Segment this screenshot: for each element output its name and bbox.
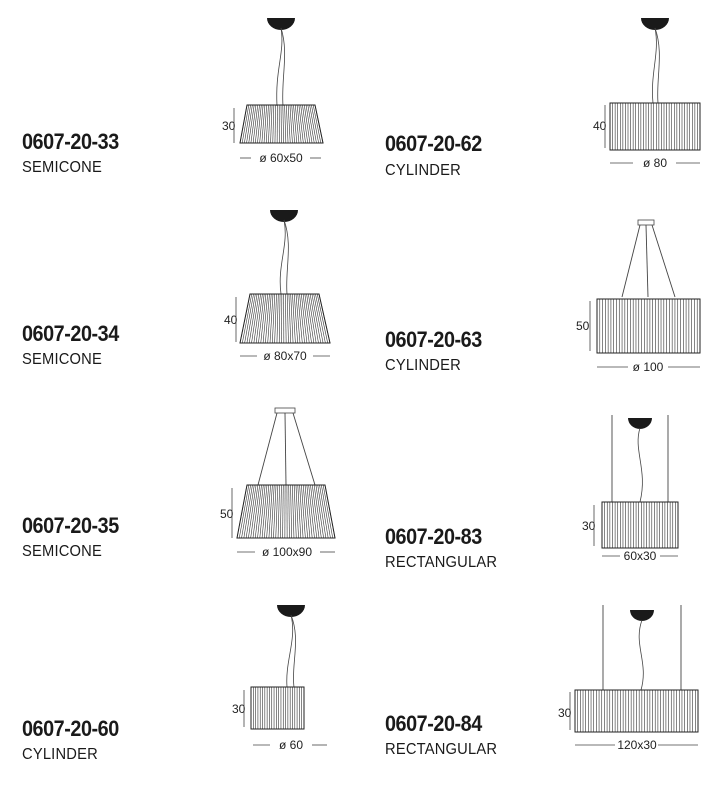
product-type: CYLINDER (22, 746, 98, 763)
shade-pleat (264, 485, 268, 538)
product-code: 0607-20-60 (22, 716, 119, 741)
shade-pleat (313, 105, 321, 143)
shade-pleat (292, 485, 294, 538)
height-label: 30 (558, 706, 572, 720)
shade-pleat (267, 485, 271, 538)
shade-pleat (252, 294, 259, 343)
size-label: ø 60 (278, 738, 304, 752)
size-label: ø 80x70 (263, 349, 307, 363)
lamp-drawing (553, 600, 713, 760)
lamp-drawing (578, 410, 698, 570)
height-label: 40 (224, 313, 238, 327)
shade-outline (602, 502, 678, 548)
suspension-cable (277, 28, 282, 106)
lamp-drawing (215, 400, 345, 570)
suspension-cable (639, 620, 643, 690)
shade-pleat (278, 485, 280, 538)
product-code: 0607-20-83 (385, 524, 482, 549)
shade-pleat (285, 105, 286, 143)
suspension-cable (638, 428, 642, 502)
shade-pleat (283, 105, 284, 143)
suspension-cable (622, 225, 640, 297)
shade-pleat (271, 105, 272, 143)
pleated-shade (240, 105, 323, 143)
product-code: 0607-20-63 (385, 327, 482, 352)
size-label: 120x30 (617, 738, 657, 752)
pleated-shade (251, 687, 304, 729)
size-label: ø 80 (642, 156, 668, 170)
shade-pleat (287, 294, 288, 343)
shade-pleat (255, 105, 259, 143)
product-type: SEMICONE (22, 351, 102, 368)
product-code: 0607-20-62 (385, 131, 482, 156)
lamp-drawing (215, 200, 345, 370)
product-code: 0607-20-84 (385, 711, 482, 736)
shade-pleat (283, 485, 284, 538)
shade-pleat (268, 105, 270, 143)
height-label: 30 (582, 519, 596, 533)
height-label: 30 (222, 119, 236, 133)
size-label: ø 100 (632, 360, 664, 374)
pleated-shade (575, 690, 698, 732)
pleated-shade (237, 485, 335, 538)
size-label: ø 100x90 (261, 545, 313, 559)
shade-pleat (301, 485, 305, 538)
product-code: 0607-20-33 (22, 129, 119, 154)
ceiling-plate-icon (275, 408, 295, 413)
height-label: 40 (593, 119, 607, 133)
shade-pleat (280, 485, 281, 538)
suspension-cable (287, 615, 293, 687)
pleated-shade (610, 103, 700, 150)
shade-pleat (289, 294, 291, 343)
lamp-drawing (588, 8, 708, 178)
size-label: ø 60x50 (259, 151, 303, 165)
product-type: SEMICONE (22, 159, 102, 176)
shade-pleat (314, 485, 321, 538)
lamp-drawing (570, 215, 710, 375)
height-label: 50 (576, 319, 590, 333)
suspension-cable (652, 28, 656, 103)
shade-pleat (297, 105, 301, 143)
product-type: CYLINDER (385, 357, 461, 374)
shade-pleat (273, 105, 274, 143)
shade-pleat (288, 105, 290, 143)
lamp-drawing (215, 8, 335, 168)
shade-outline (251, 687, 304, 729)
shade-pleat (311, 105, 318, 143)
suspension-cable (655, 28, 659, 103)
height-label: 30 (232, 702, 246, 716)
shade-pleat (285, 294, 286, 343)
pleated-shade (597, 299, 700, 353)
shade-pleat (276, 485, 278, 538)
pleated-shade (602, 502, 678, 548)
product-type: RECTANGULAR (385, 554, 498, 571)
shade-pleat (279, 294, 280, 343)
product-code: 0607-20-34 (22, 321, 119, 346)
shade-pleat (303, 485, 307, 538)
shade-pleat (289, 485, 290, 538)
suspension-cable (280, 220, 285, 294)
height-label: 50 (220, 507, 234, 521)
shade-pleat (295, 105, 299, 143)
shade-pleat (307, 294, 314, 343)
shade-pleat (294, 485, 296, 538)
lamp-drawing (215, 595, 335, 765)
shade-pleat (281, 105, 282, 143)
size-label: 60x30 (623, 549, 657, 563)
product-type: RECTANGULAR (385, 741, 498, 758)
suspension-cable (284, 220, 288, 294)
ceiling-plate-icon (638, 220, 654, 225)
suspension-cable (285, 413, 286, 485)
suspension-cable (652, 225, 675, 297)
suspension-cable (293, 413, 315, 485)
product-type: SEMICONE (22, 543, 102, 560)
shade-pleat (275, 105, 276, 143)
suspension-cable (291, 615, 296, 687)
shade-pleat (286, 105, 288, 143)
shade-pleat (291, 485, 292, 538)
shade-pleat (251, 485, 258, 538)
shade-pleat (257, 105, 261, 143)
shade-pleat (277, 294, 278, 343)
shade-outline (610, 103, 700, 150)
shade-pleat (265, 294, 269, 343)
product-type: CYLINDER (385, 162, 461, 179)
suspension-cable (646, 225, 648, 297)
shade-pleat (245, 294, 254, 343)
product-code: 0607-20-35 (22, 513, 119, 538)
shade-pleat (296, 294, 300, 343)
ceiling-canopy-icon (630, 610, 654, 621)
shade-outline (597, 299, 700, 353)
ceiling-canopy-icon (628, 418, 652, 429)
shade-pleat (275, 294, 277, 343)
pleated-shade (240, 294, 330, 343)
shade-pleat (312, 294, 321, 343)
shade-pleat (317, 294, 327, 343)
suspension-cable (258, 413, 277, 485)
